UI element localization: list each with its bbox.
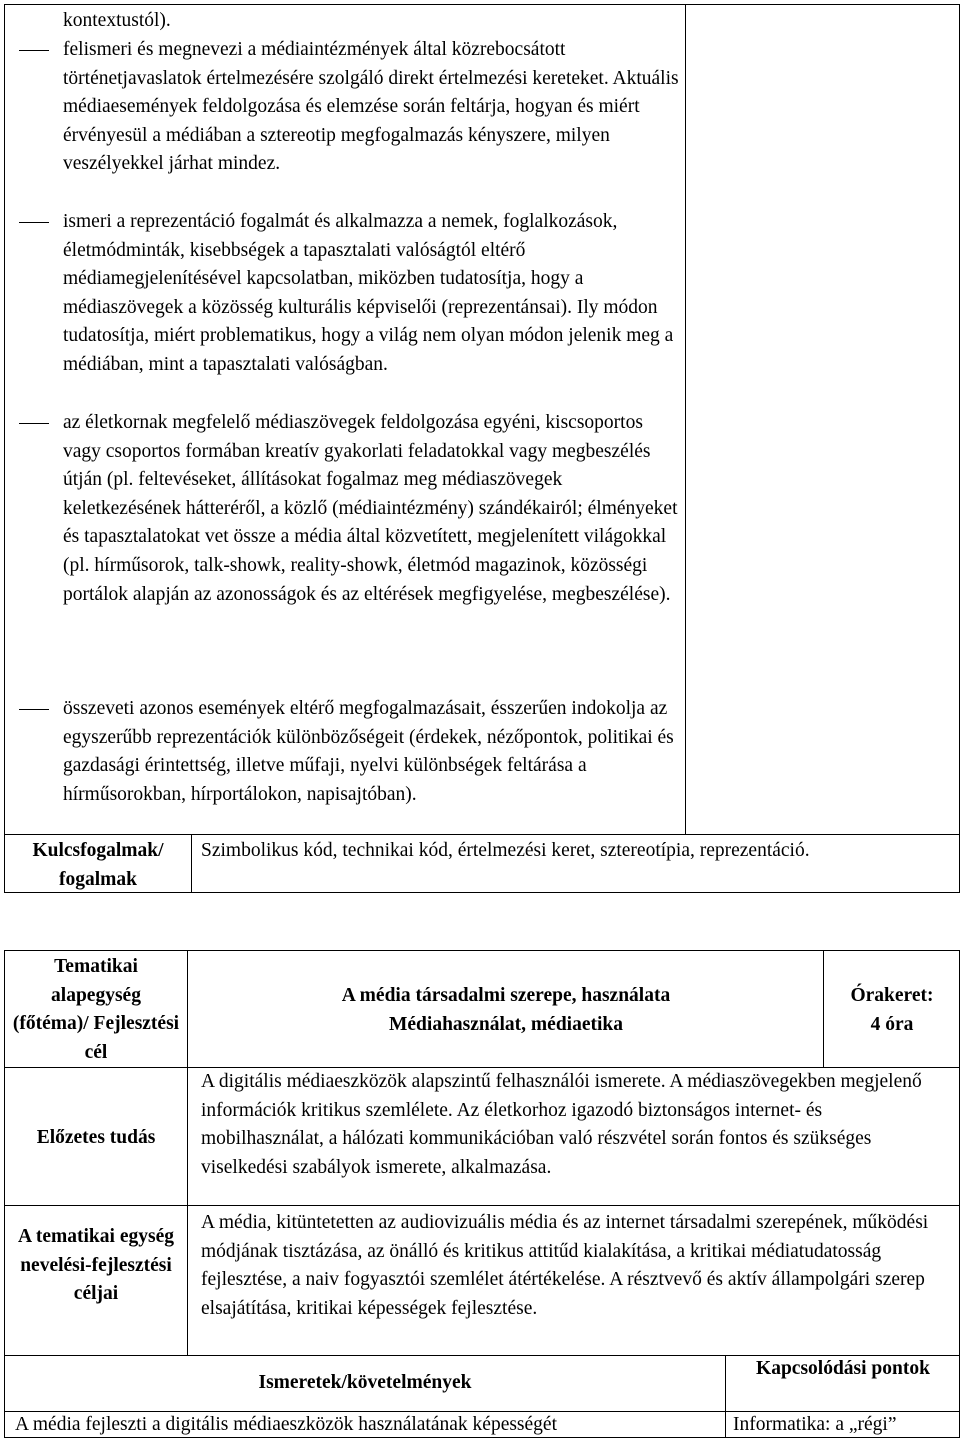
column-divider bbox=[685, 5, 686, 834]
dash-bullet-icon bbox=[19, 423, 49, 424]
bullet-item bbox=[5, 208, 683, 398]
prior-knowledge-value: A digitális médiaeszközök alapszintű felhasználói ismerete. A médiaszövegekben megjelenő információk kritikus szemlélete. Az életkorhoz igazodó biztonságos internet- és mobilhasználat, a hálózati kommunikációban való részvétel során fontos és szükséges viselkedési szabályok ismerete, alkalmazása. bbox=[201, 1071, 922, 1178]
prior-knowledge-label: Előzetes tudás bbox=[36, 1127, 156, 1148]
connections-cell: Informatika: a „régi” bbox=[733, 1414, 897, 1435]
column-divider bbox=[191, 834, 192, 892]
key-concepts-label-line: fogalmak bbox=[59, 868, 137, 890]
knowledge-header: Ismeretek/követelmények bbox=[258, 1372, 472, 1393]
bullet-text: ismeri a reprezentáció fogalmát és alkalmazza a nemek, foglalkozások, életmódminták, kisebbségek a tapasztalati valóságtól eltérő médiamegjelenítésével kapcsolatban, miközben tudatosítja, hogy a médiaszövegek a közösség kulturális képviselői (reprezentánsai). Ily módon tudatosítja, miért problematikus, hogy a világ nem olyan módon jelenik meg a médiában, mint a tapasztalati valóságban. bbox=[63, 211, 674, 375]
column-divider bbox=[823, 951, 824, 1067]
key-concepts-value: Szimbolikus kód, technikai kód, értelmezési keret, sztereotípia, reprezentáció. bbox=[201, 840, 810, 861]
hours-label: Órakeret: bbox=[850, 985, 934, 1006]
dash-bullet-icon bbox=[19, 222, 49, 223]
theme-label: Tematikai alapegység (főtéma)/ Fejlesztési cél bbox=[12, 956, 180, 1063]
column-divider bbox=[725, 1355, 726, 1437]
goals-label: A tematikai egység nevelési-fejlesztési céljai bbox=[18, 1226, 174, 1305]
competency-table bbox=[4, 4, 960, 893]
key-concepts-label-line: Kulcsfogalmak/ bbox=[32, 840, 164, 861]
hours-cell bbox=[825, 982, 959, 1039]
continuation-text: kontextustól). bbox=[63, 10, 171, 31]
dash-bullet-icon bbox=[19, 709, 49, 710]
unit-title-line: Médiahasználat, médiaetika bbox=[389, 1013, 623, 1035]
knowledge-cell: A média fejleszti a digitális médiaeszközök használatának képességét bbox=[15, 1414, 558, 1435]
unit-table bbox=[4, 950, 960, 1438]
row-divider bbox=[5, 1205, 959, 1206]
bullet-item bbox=[5, 36, 683, 196]
bullet-item bbox=[5, 695, 683, 835]
connections-header: Kapcsolódási pontok bbox=[756, 1358, 930, 1379]
bullet-item bbox=[5, 409, 683, 694]
bullet-text: felismeri és megnevezi a médiaintézmények által közrebocsátott történetjavaslatok értelmezésére szolgáló direkt értelmezési kereteket. Aktuális médiaesemények feldolgozása és elemzése során feltárja, hogyan és miért érvényesül a médiában a sztereotip megfogalmazás kényszere, milyen veszélyekkel járhat mindez. bbox=[63, 39, 679, 175]
column-divider bbox=[187, 951, 188, 1355]
hours-value: 4 óra bbox=[870, 1013, 914, 1035]
bullet-text: az életkornak megfelelő médiaszövegek feldolgozása egyéni, kiscsoportos vagy csoportos formában kreatív gyakorlati feladatokkal vagy megbeszélés útján (pl. feltevéseket, állításokat fogalmaz meg médiaszövegek keletkezésének hátteréről, a közlő (médiaintézmény) szándékairól; élményeket és tapasztalatokat vet össze a média által közvetített, megjelenített világokkal (pl. hírműsorok, talk-showk, reality-showk, életmód magazinok, közösségi portálok alapján az azonosságok és az eltérések megfigyelése, megbeszélése). bbox=[63, 412, 678, 605]
bullet-text: összeveti azonos események eltérő megfogalmazásait, ésszerűen indokolja az egyszerűbb reprezentációk különbözőségeit (érdekek, nézőpontok, politikai és gazdasági érintettség, illetve műfaji, nyelvi különbségek feltárása a hírműsorokban, hírportálokon, napisajtóban). bbox=[63, 698, 674, 805]
goals-value: A média, kitüntetetten az audiovizuális média és az internet társadalmi szerepének, működési módjának tisztázása, az önálló és kritikus attitűd kialakítása, a kritikai médiatudatosság fejlesztése, a naiv fogyasztói szemlélet átértékelése. A résztvevő és aktív állampolgári szerep elsajátítása, kritikai képességek fejlesztése. bbox=[201, 1212, 929, 1319]
unit-title bbox=[191, 982, 821, 1039]
unit-title-line: A média társadalmi szerepe, használata bbox=[341, 985, 671, 1006]
key-concepts-label bbox=[5, 837, 191, 894]
dash-bullet-icon bbox=[19, 50, 49, 51]
